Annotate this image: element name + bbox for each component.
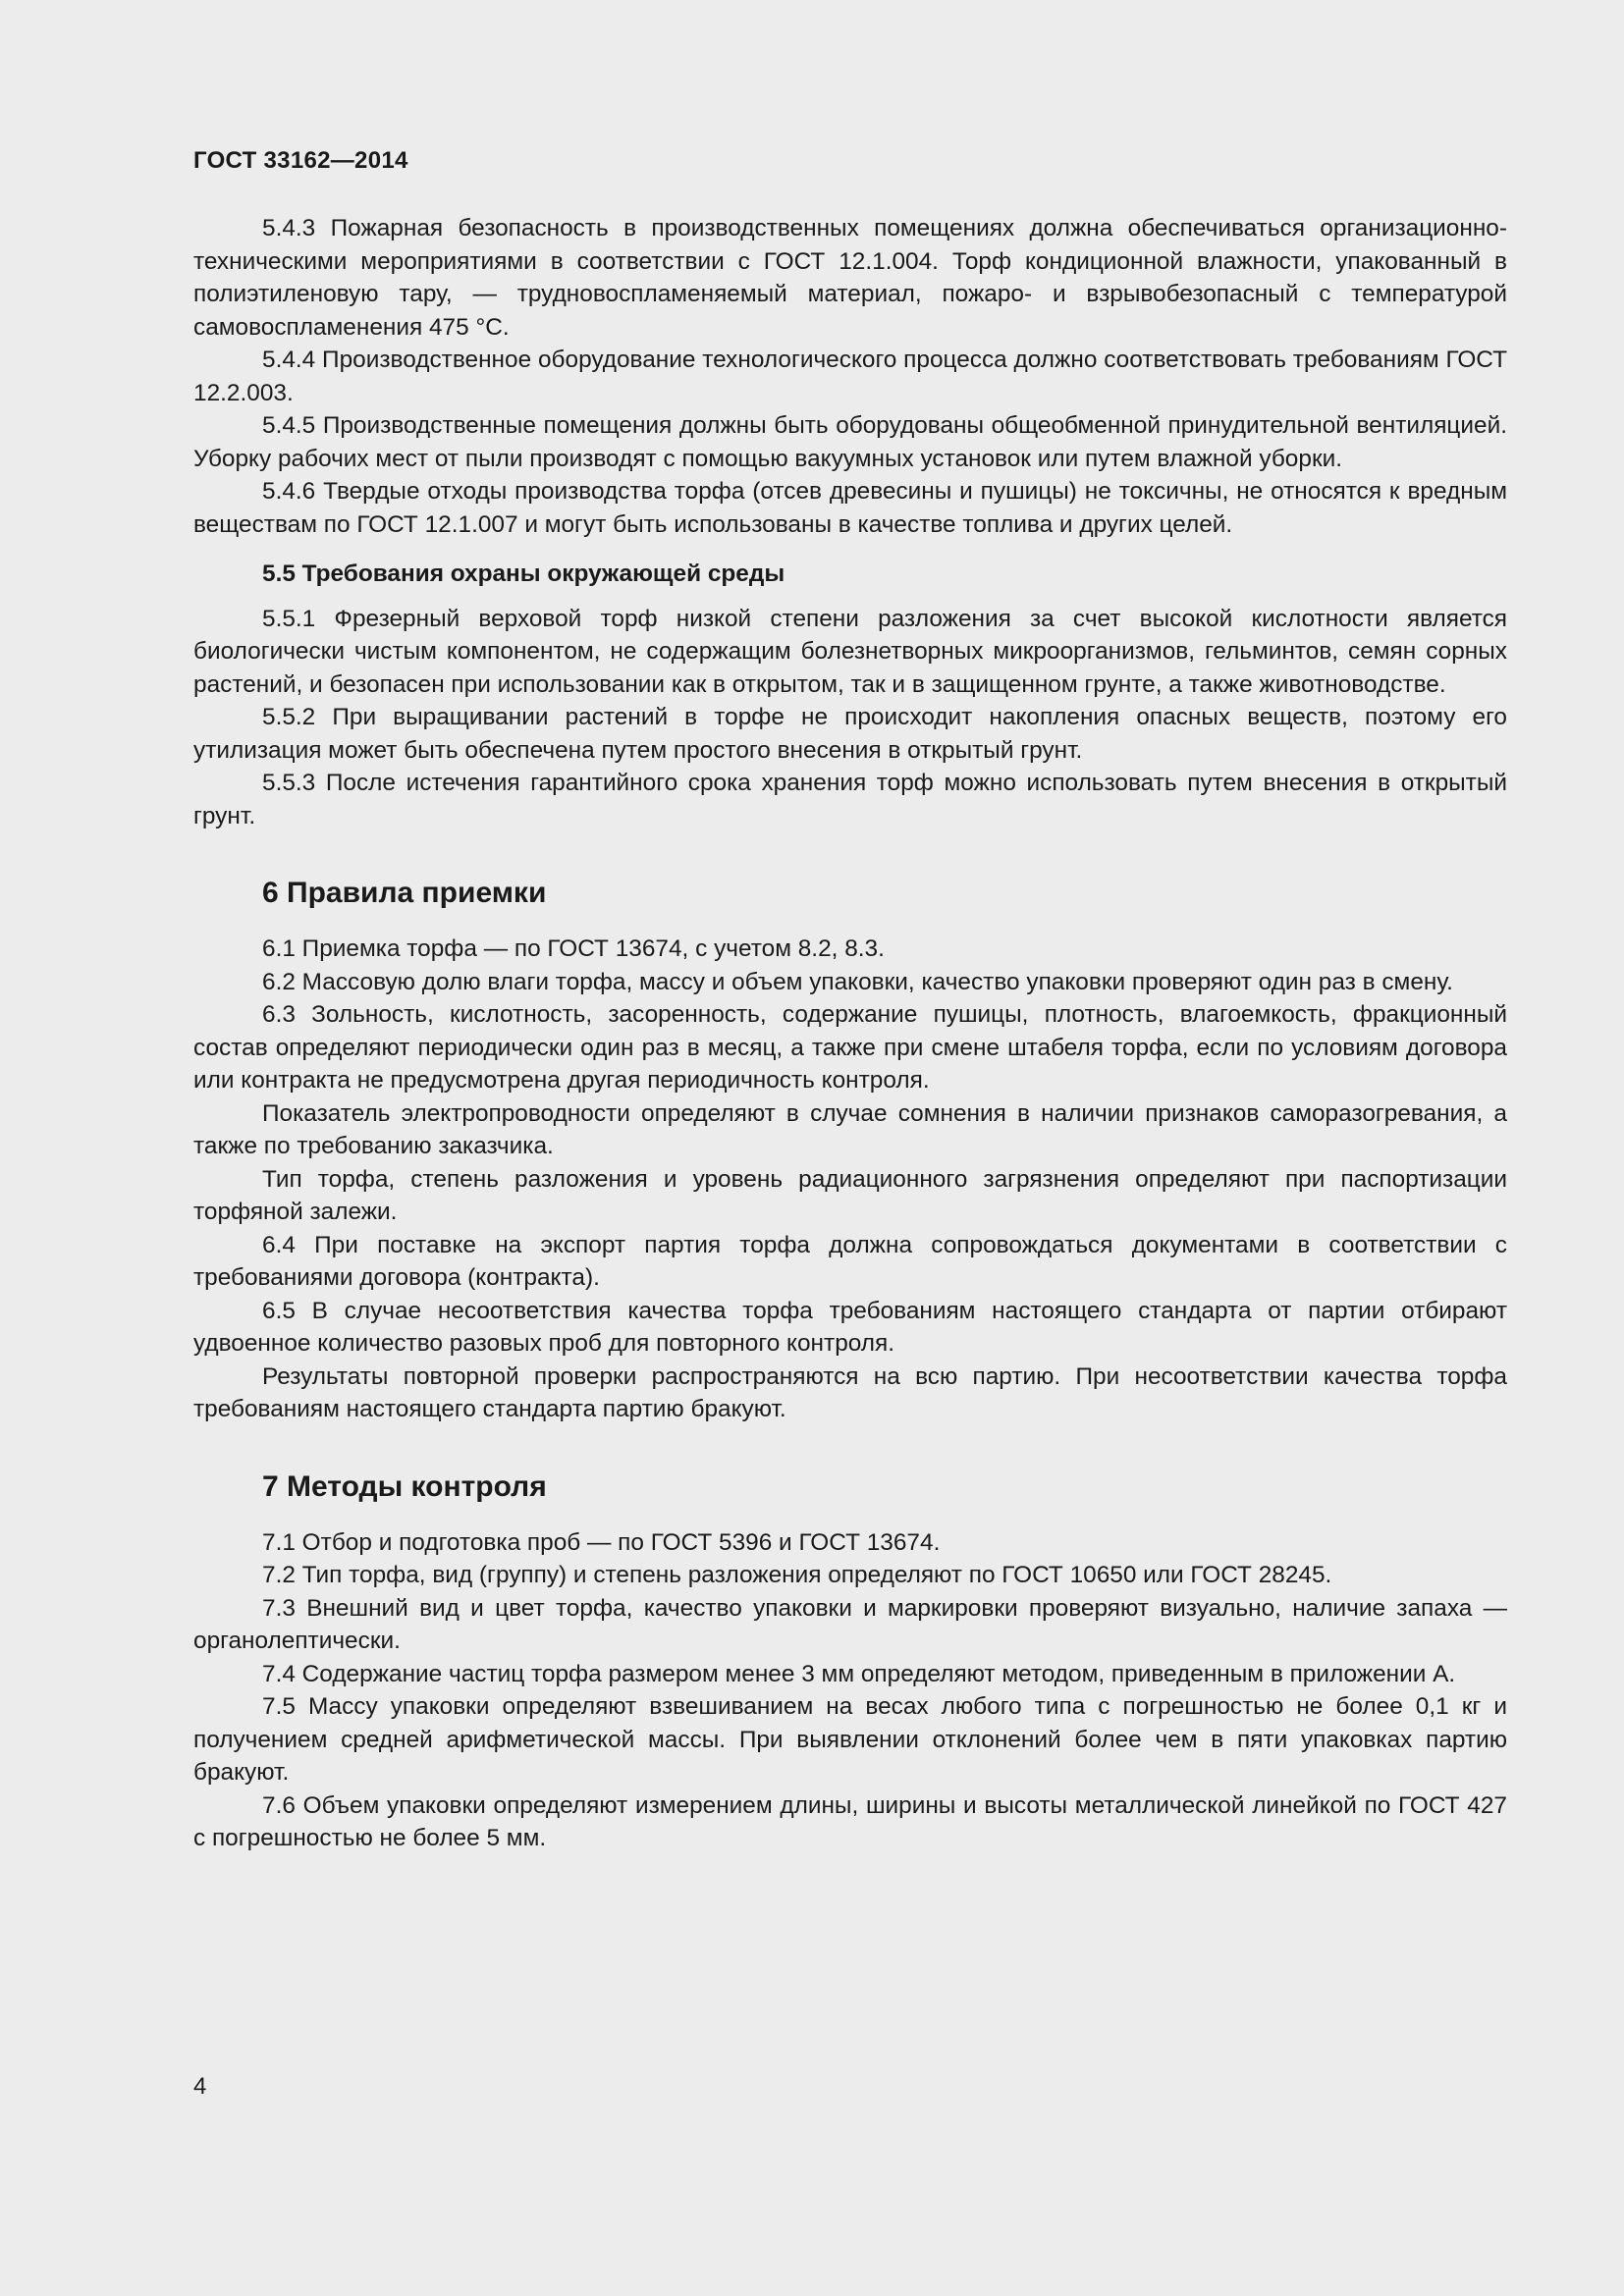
paragraph-5-4-3: 5.4.3 Пожарная безопасность в производственных помещениях должна обеспечиваться организационно-техническими мероприятиями в соответствии с ГОСТ 12.1.004. Торф кондиционной влажности, упакованный в полиэтиленовую тару, — трудновоспламеняемый материал, пожаро- и взрывобезопасный с температурой самовоспламенения 475 °С. — [193, 215, 1507, 341]
paragraph-6-2: 6.2 Массовую долю влаги торфа, массу и объем упаковки, качество упаковки проверяют один раз в смену. — [262, 968, 1453, 995]
section-heading-6: 6 Правила приемки — [262, 877, 547, 909]
paragraph-5-5-3: 5.5.3 После истечения гарантийного срока хранения торф можно использовать путем внесения в открытый грунт. — [193, 770, 1507, 829]
page-number: 4 — [193, 2073, 207, 2100]
paragraph-7-2: 7.2 Тип торфа, вид (группу) и степень разложения определяют по ГОСТ 10650 или ГОСТ 28245. — [262, 1562, 1332, 1588]
paragraph-7-5: 7.5 Массу упаковки определяют взвешиванием на весах любого типа с погрешностью не более 0,1 кг и получением средней арифметической массы. При выявлении отклонений более чем в пяти упаковках партию бракуют. — [193, 1693, 1507, 1786]
paragraph-7-6: 7.6 Объем упаковки определяют измерением длины, ширины и высоты металлической линейкой по ГОСТ 427 с погрешностью не более 5 мм. — [193, 1791, 1507, 1851]
paragraph-5-4-5: 5.4.5 Производственные помещения должны быть оборудованы общеобменной принудительной вентиляцией. Уборку рабочих мест от пыли производят с помощью вакуумных установок или путем влажной уборки. — [193, 412, 1507, 472]
paragraph-5-4-4: 5.4.4 Производственное оборудование технологического процесса должно соответствовать требованиям ГОСТ 12.2.003. — [193, 347, 1507, 406]
document-page — [193, 147, 1507, 1855]
section-heading-7: 7 Методы контроля — [262, 1469, 547, 1503]
document-id-header: ГОСТ 33162—2014 — [193, 147, 408, 174]
paragraph-6-4: 6.4 При поставке на экспорт партия торфа должна сопровождаться документами в соответствии с требованиями договора (контракта). — [193, 1231, 1507, 1291]
paragraph-5-5-2: 5.5.2 При выращивании растений в торфе не происходит накопления опасных веществ, поэтому его утилизация может быть обеспечена путем простого внесения в открытый грунт. — [193, 704, 1507, 764]
paragraph-6-5-results: Результаты повторной проверки распространяются на всю партию. При несоответствии качества торфа требованиям настоящего стандарта партию бракуют. — [193, 1362, 1507, 1422]
paragraph-5-4-6: 5.4.6 Твердые отходы производства торфа (отсев древесины и пушицы) не токсичны, не относятся к вредным веществам по ГОСТ 12.1.007 и могут быть использованы в качестве топлива и других целей. — [193, 478, 1507, 538]
paragraph-7-1: 7.1 Отбор и подготовка проб — по ГОСТ 5396 и ГОСТ 13674. — [262, 1528, 941, 1556]
paragraph-7-3: 7.3 Внешний вид и цвет торфа, качество упаковки и маркировки проверяют визуально, наличие запаха — органолептически. — [193, 1594, 1507, 1654]
paragraph-5-5-1: 5.5.1 Фрезерный верховой торф низкой степени разложения за счет высокой кислотности является биологически чистым компонентом, не содержащим болезнетворных микроорганизмов, гельминтов, семян сорных растений, и безопасен при использовании как в открытом, так и в защищенном грунте, а также животноводстве. — [193, 605, 1507, 698]
paragraph-6-3: 6.3 Зольность, кислотность, засоренность, содержание пушицы, плотность, влагоемкость, фракционный состав определяют периодически один раз в месяц, а также при смене штабеля торфа, если по условиям договора или контракта не предусмотрена другая периодичность контроля. — [193, 1001, 1507, 1094]
paragraph-7-4: 7.4 Содержание частиц торфа размером менее 3 мм определяют методом, приведенным в приложении А. — [262, 1660, 1456, 1687]
paragraph-6-5: 6.5 В случае несоответствия качества торфа требованиям настоящего стандарта от партии отбирают удвоенное количество разовых проб для повторного контроля. — [193, 1297, 1507, 1357]
subsection-heading-5-5: 5.5 Требования охраны окружающей среды — [262, 561, 785, 587]
paragraph-6-3-conductivity: Показатель электропроводности определяют в случае сомнения в наличии признаков саморазогревания, а также по требованию заказчика. — [193, 1099, 1507, 1159]
paragraph-6-3-peat-type: Тип торфа, степень разложения и уровень радиационного загрязнения определяют при паспортизации торфяной залежи. — [193, 1165, 1507, 1225]
paragraph-6-1: 6.1 Приемка торфа — по ГОСТ 13674, с учетом 8.2, 8.3. — [262, 935, 885, 962]
